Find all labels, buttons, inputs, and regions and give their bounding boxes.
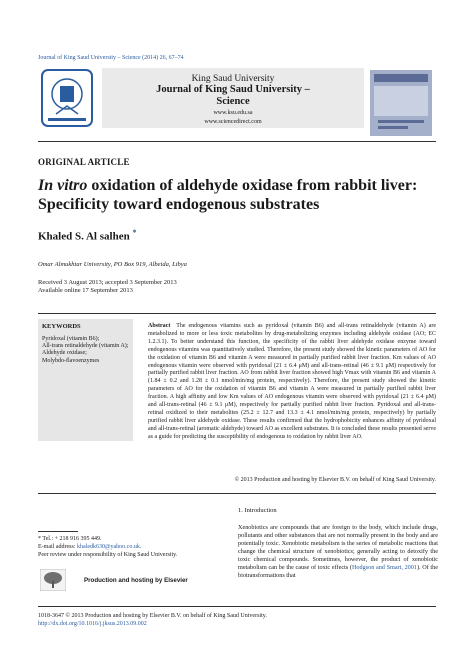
abstract-lead: Abstract [148,323,171,329]
keyword-item: All-trans retinaldehyde (vitamin A); [42,343,129,350]
journal-citation: Journal of King Saud University – Science (2014) 26, 67–74 [38,55,184,61]
issn-line: 1018-3647 © 2013 Production and hosting by Elsevier B.V. on behalf of King Saud University. [38,613,267,619]
footnote-email-line [38,544,228,552]
received-date: Received 3 August 2013; accepted 3 September 2013 [38,279,177,286]
dates-rule [38,313,436,314]
abstract-text: The endogenous vitamins such as pyridoxal (vitamin B6) and all-trans retinaldehyde (vitamin A) are metabolized to more or less toxic metabolites by drug-metabolizing enzymes including aldehyde oxidase (AO; EC 1.2.3.1). To better understand this function, the specificity of the rabbit liver aldehyde oxidase enzyme toward endogenous vitamins was quantitatively studied. Therefore, the present study showed the kinetic parameters of AO for the oxidation of vitamin B6 and vitamin A were measured in partially purified rabbit liver fraction. Km values of AO endogenous vitamin were observed with pyridoxal (21 ± 6.4 μM) and all-trans-retinal (46 ± 9.1 μM) respectively for partially purified rabbit liver fraction. AO from rabbit liver fraction showed high Vmax with vitamin B6 and vitamin A (1.84 ± 0.2 and 1.28 ± 0.1 nmol/min/mg protein, respectively). Therefore, the present study showed the kinetic parameters of AO for the oxidation of vitamin B6 and vitamin A were measured in partially purified rabbit liver fraction. A high affinity and low Km values of AO endogenous vitamin were observed with pyridoxal (21 ± 6.4 μM) and all-trans-retinal (46 ± 9.1 μM), respectively for partially purified rabbit liver fraction. Pyridoxal and all-trans-retinal oxidized to their metabolites (25.2 ± 12.7 and 13.3 ± 4.1 nmol/min/mg protein, respectively) by partially purified rabbit liver aldehyde oxidase. These results confirmed that the hydrophobicity enhances affinity of pyridoxal and all-trans-retinal (aromatic aldehyde) toward AO as excellent substrates. It is concluded these results presented serve as a guide for predicting the susceptibility of endogenous to oxidation by rabbit liver AO. [148,323,436,440]
keywords-heading: KEYWORDS [42,323,81,330]
ksu-logo-icon [38,66,96,130]
journal-title-line1: Journal of King Saud University – [156,84,310,95]
intro-heading: 1. Introduction [238,507,277,514]
journal-banner [102,68,364,128]
header-rule [38,141,436,142]
title-rest: oxidation of aldehyde oxidase from rabbit liver: Specificity toward endogenous substrates [38,177,418,213]
affiliation: Omar Almukhtar University, PO Box 919, Albeida, Libya [38,261,187,268]
journal-title-line2: Science [216,96,250,107]
author-mark[interactable]: * [132,228,137,237]
footnote-rule [38,531,78,532]
footnote-peer: Peer review under responsibility of King Saud University. [38,551,178,558]
journal-cover-image [370,70,432,136]
intro-citation-link[interactable]: Hodgson and Smart, 2001 [351,564,417,571]
keyword-item: Aldehyde oxidase; [42,350,87,357]
email-label: E-mail address: [38,543,77,550]
keyword-item: Pyridoxal (vitamin B6); [42,336,100,342]
url-ksu[interactable]: www.ksu.edu.sa [213,110,253,116]
author-text: Khaled S. Al salhen [38,230,130,243]
keyword-item: Molybdo-flavoenzymes [42,357,100,364]
keywords-list [42,336,130,365]
online-date: Available online 17 September 2013 [38,287,133,294]
doi-block [38,613,267,628]
abstract-rule [38,493,436,494]
elsevier-production-label: Production and hosting by Elsevier [84,577,188,584]
author-name [38,228,136,243]
article-type: ORIGINAL ARTICLE [38,157,130,167]
title-italic: In vitro [38,177,88,194]
article-dates [38,279,177,295]
intro-body-end: ). Of the biotransformations that [238,564,438,579]
abstract [148,323,436,442]
url-sciencedirect[interactable]: www.sciencedirect.com [204,119,262,125]
footnote-tel: * Tel.: + 218 916 395 449. [38,536,102,542]
footnote [38,536,228,559]
intro-text [238,524,438,580]
abstract-copyright: © 2013 Production and hosting by Elsevier B.V. on behalf of King Saud University. [234,477,436,483]
intro-body: Xenobiotics are compounds that are foreign to the body, which include drugs, pollutants and other substances that are not normally present in the body and are potentially toxic. Xenobiotic metabolism is the series of metabolic reactions that change the chemical structure of xenobiotics; generally acting to detoxify the toxic chemical compounds. Sometimes, however, the product of xenobiotic metabolism can be the cause of toxic effects ( [238,524,438,571]
footer-rule [38,606,436,607]
university-name: King Saud University [191,74,275,84]
doi-link[interactable]: http://dx.doi.org/10.1016/j.jksus.2013.09.002 [38,620,147,627]
article-title [38,176,418,214]
elsevier-tree-icon [40,569,66,591]
email-link[interactable]: khaledk630@yahoo.co.uk. [77,543,142,550]
